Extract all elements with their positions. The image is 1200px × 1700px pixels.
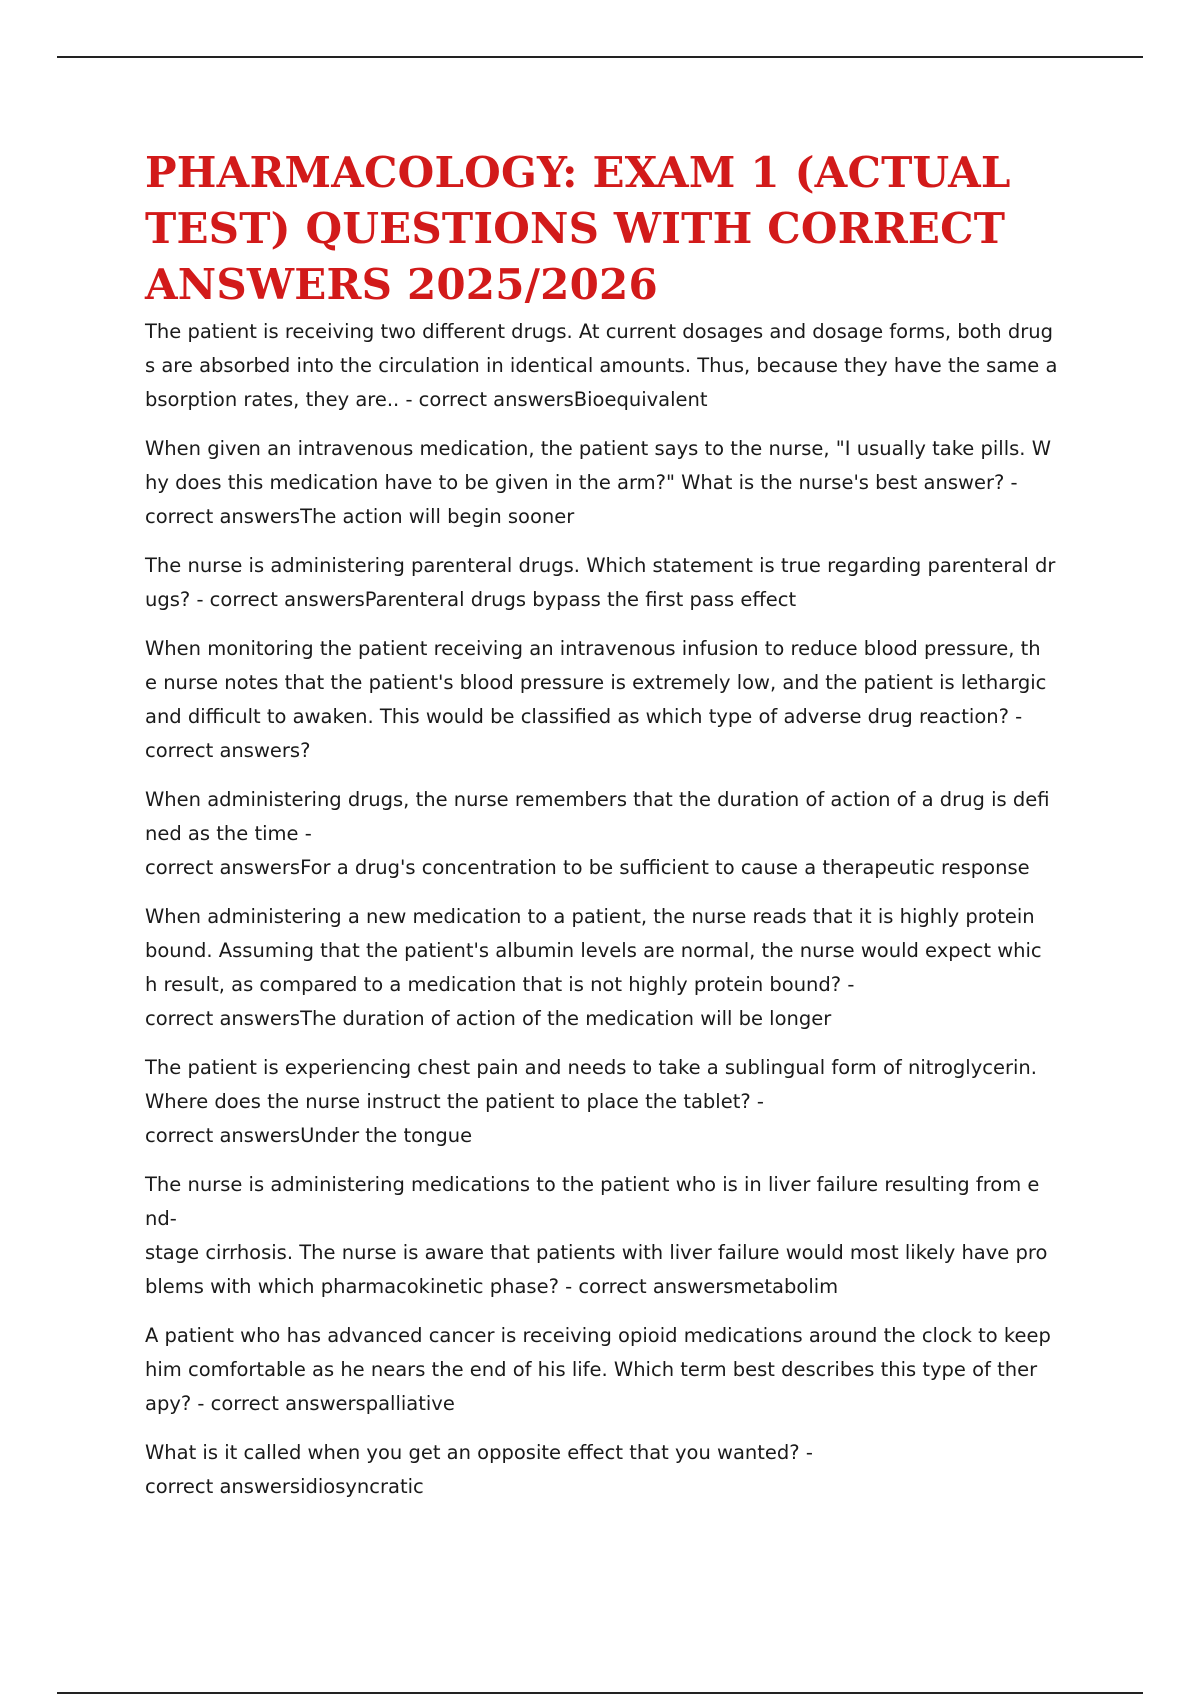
question-answer-line: correct answersThe duration of action of the medication will be longer bbox=[145, 1007, 832, 1030]
question-answer-line: correct answersThe action will begin sooner bbox=[145, 505, 575, 528]
question-answer-item bbox=[145, 1436, 1065, 1504]
question-answer-line: A patient who has advanced cancer is receiving opioid medications around the clock to keep bbox=[145, 1324, 1051, 1347]
title-line: ANSWERS 2025/2026 bbox=[145, 260, 658, 309]
question-answer-line: nd- bbox=[145, 1207, 177, 1230]
question-answer-line: The patient is experiencing chest pain and needs to take a sublingual form of nitroglycerin. bbox=[145, 1056, 1037, 1079]
question-answer-line: The nurse is administering medications to the patient who is in liver failure resulting from e bbox=[145, 1173, 1040, 1196]
question-answer-line: ugs? - correct answersParenteral drugs bypass the first pass effect bbox=[145, 588, 797, 611]
question-answer-line: s are absorbed into the circulation in identical amounts. Thus, because they have the same a bbox=[145, 354, 1058, 377]
question-answer-line: apy? - correct answerspalliative bbox=[145, 1392, 455, 1415]
question-answer-line: stage cirrhosis. The nurse is aware that patients with liver failure would most likely have pro bbox=[145, 1241, 1048, 1264]
question-answer-line: e nurse notes that the patient's blood pressure is extremely low, and the patient is lethargic bbox=[145, 671, 1047, 694]
question-answer-line: ned as the time - bbox=[145, 822, 312, 845]
title-line: PHARMACOLOGY: EXAM 1 (ACTUAL bbox=[145, 148, 1011, 197]
question-answer-line: When administering a new medication to a patient, the nurse reads that it is highly protein bbox=[145, 905, 1035, 928]
question-answer-line: correct answersUnder the tongue bbox=[145, 1124, 473, 1147]
bottom-rule bbox=[57, 1692, 1143, 1694]
question-answer-line: When given an intravenous medication, the patient says to the nurse, "I usually take pills. W bbox=[145, 437, 1051, 460]
question-answer-item bbox=[145, 1319, 1065, 1421]
question-answer-line: blems with which pharmacokinetic phase? - correct answersmetabolim bbox=[145, 1275, 839, 1298]
question-answer-line: correct answersFor a drug's concentration to be sufficient to cause a therapeutic response bbox=[145, 856, 1030, 879]
question-answer-line: and difficult to awaken. This would be classified as which type of adverse drug reaction? - bbox=[145, 705, 1023, 728]
question-answer-line: bound. Assuming that the patient's albumin levels are normal, the nurse would expect whic bbox=[145, 939, 1042, 962]
question-answer-line: correct answersidiosyncratic bbox=[145, 1475, 424, 1498]
question-answer-item bbox=[145, 1168, 1065, 1304]
question-answer-line: When monitoring the patient receiving an intravenous infusion to reduce blood pressure, th bbox=[145, 637, 1041, 660]
question-answer-item bbox=[145, 1051, 1065, 1153]
question-answer-item bbox=[145, 632, 1065, 768]
question-answer-line: bsorption rates, they are.. - correct answersBioequivalent bbox=[145, 388, 708, 411]
question-answer-item bbox=[145, 900, 1065, 1036]
top-rule bbox=[57, 56, 1143, 58]
question-answer-line: him comfortable as he nears the end of his life. Which term best describes this type of ther bbox=[145, 1358, 1038, 1381]
question-answer-line: correct answers? bbox=[145, 739, 311, 762]
question-answer-line: When administering drugs, the nurse remembers that the duration of action of a drug is defi bbox=[145, 788, 1050, 811]
question-answer-line: The patient is receiving two different drugs. At current dosages and dosage forms, both drug bbox=[145, 320, 1053, 343]
question-answer-line: h result, as compared to a medication that is not highly protein bound? - bbox=[145, 973, 855, 996]
question-answer-item bbox=[145, 315, 1065, 417]
question-answer-item bbox=[145, 783, 1065, 885]
question-answer-line: What is it called when you get an opposite effect that you wanted? - bbox=[145, 1441, 813, 1464]
question-answer-line: hy does this medication have to be given in the arm?" What is the nurse's best answer? - bbox=[145, 471, 1018, 494]
question-answer-list bbox=[145, 315, 1065, 1504]
question-answer-line: Where does the nurse instruct the patient to place the tablet? - bbox=[145, 1090, 764, 1113]
document-title bbox=[145, 145, 1065, 313]
question-answer-item bbox=[145, 432, 1065, 534]
question-answer-line: The nurse is administering parenteral drugs. Which statement is true regarding parenteral dr bbox=[145, 554, 1056, 577]
question-answer-item bbox=[145, 549, 1065, 617]
document-body bbox=[145, 145, 1065, 1519]
title-line: TEST) QUESTIONS WITH CORRECT bbox=[145, 204, 1006, 253]
